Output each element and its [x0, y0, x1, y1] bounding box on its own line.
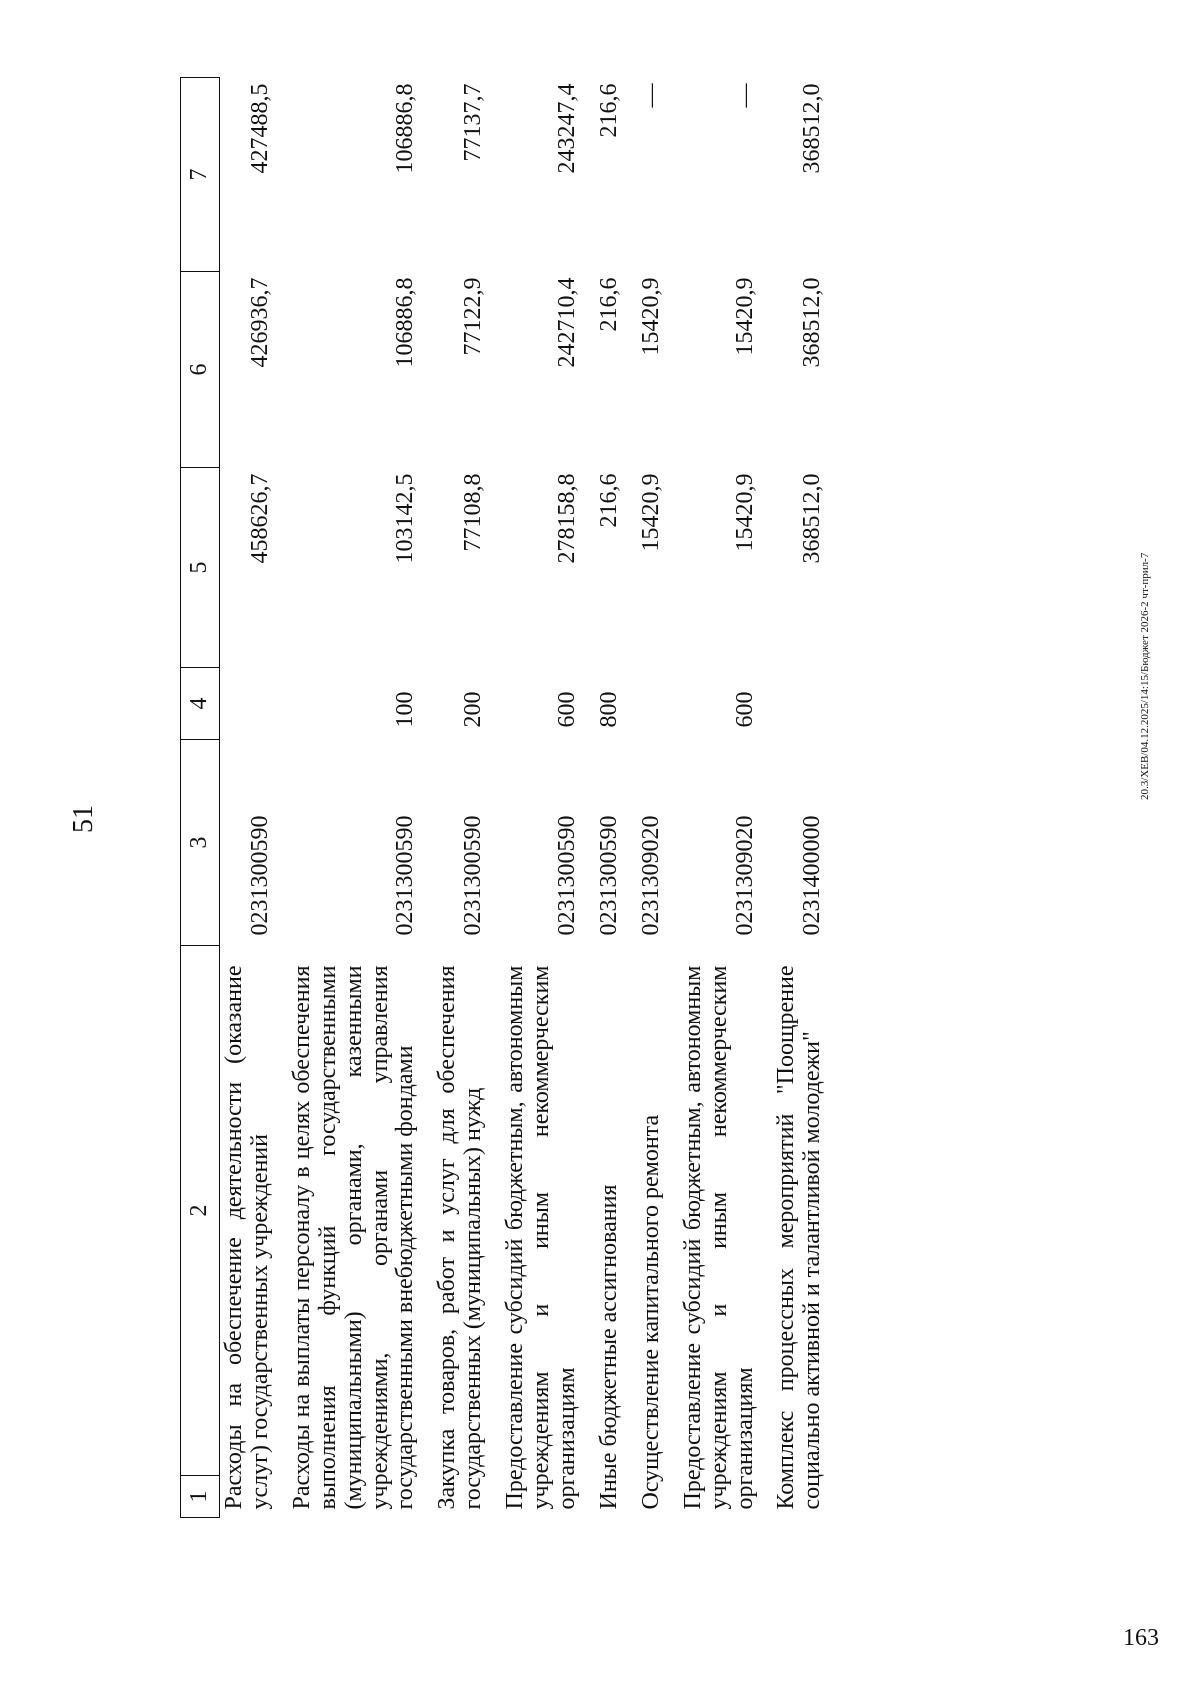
table-row: [669, 78, 763, 1518]
row-expense-type: 600: [553, 691, 580, 728]
row-target-code: 0231300590: [246, 815, 273, 936]
row-description: Осуществление капитального ремонта: [637, 1114, 664, 1510]
header-col-6: 6: [181, 272, 220, 468]
table-header-row: [181, 78, 220, 1518]
row-amount-col5: 103142,5: [392, 473, 419, 564]
row-expense-type: 600: [731, 691, 758, 728]
row-description: Расходы на обеспечение деятельности (оказание услуг) государственных учреждений: [221, 965, 273, 1510]
row-description: Предоставление субсидий бюджетным, автономным учреждениям и иным некоммерческим организациям: [679, 965, 758, 1510]
row-amount-col7: —: [731, 83, 758, 108]
row-amount-col7: 368512,0: [799, 83, 826, 174]
row-description: Расходы на выплаты персоналу в целях обеспечения выполнения функций государственными (муниципальными) органами, казенными учреждениями, органами управления государственными внебюджетными фондами: [288, 965, 419, 1510]
row-amount-col7: 427488,5: [246, 83, 273, 174]
row-description: Закупка товаров, работ и услуг для обеспечения государственных (муниципальных) нужд: [434, 965, 487, 1510]
page-number-bottom: 163: [1123, 1625, 1159, 1651]
row-expense-type: [762, 668, 836, 740]
header-col-3: 3: [181, 740, 220, 946]
document-footer-note: 20.3/ХЕВ/04.12.2025/14:15/Бюджет 2026-2 чт-прил-7: [1139, 552, 1151, 800]
row-amount-col6: 216,6: [595, 277, 622, 332]
row-amount-col7: 216,6: [595, 83, 622, 138]
row-amount-col7: 77137,7: [460, 83, 487, 162]
row-amount-col5: 15420,9: [731, 473, 758, 552]
table-row: [762, 78, 836, 1518]
row-target-code: 0231300590: [553, 815, 580, 936]
row-amount-col7: 243247,4: [553, 83, 580, 174]
row-amount-col5: 368512,0: [799, 473, 826, 564]
row-target-code: 0231309020: [637, 815, 664, 936]
row-amount-col7: 106886,8: [392, 83, 419, 174]
row-amount-col6: 15420,9: [637, 277, 664, 356]
row-expense-type: 100: [392, 691, 419, 728]
row-description: Комплекс процессных мероприятий "Поощрение социально активной и талантливой молодежи": [773, 965, 826, 1510]
row-amount-col5: 278158,8: [553, 473, 580, 564]
row-expense-type: [220, 668, 278, 740]
budget-table: [180, 77, 836, 1518]
table-row: [627, 78, 669, 1518]
header-col-1: 1: [181, 1476, 220, 1518]
row-amount-col5: 15420,9: [637, 473, 664, 552]
budget-table-container: [180, 78, 1060, 1518]
header-col-5: 5: [181, 468, 220, 668]
row-amount-col6: 106886,8: [392, 277, 419, 368]
table-row: [585, 78, 627, 1518]
row-amount-col6: 242710,4: [553, 277, 580, 368]
row-target-code: 0231309020: [731, 815, 758, 936]
table-row: [491, 78, 585, 1518]
header-col-4: 4: [181, 668, 220, 740]
row-amount-col6: 426936,7: [246, 277, 273, 368]
row-expense-type: 800: [595, 691, 622, 728]
row-amount-col6: 368512,0: [799, 277, 826, 368]
page-number-top: 51: [68, 805, 99, 833]
table-row: [423, 78, 491, 1518]
row-amount-col6: 77122,9: [460, 277, 487, 356]
table-row: [278, 78, 424, 1518]
row-target-code: 0231300590: [460, 815, 487, 936]
row-target-code: 0231300590: [595, 815, 622, 936]
table-row: [220, 78, 278, 1518]
row-amount-col5: 458626,7: [246, 473, 273, 564]
row-amount-col5: 77108,8: [460, 473, 487, 552]
row-description: Предоставление субсидий бюджетным, автономным учреждениям и иным некоммерческим организациям: [502, 965, 580, 1510]
row-target-code: 0231400000: [799, 815, 826, 936]
row-expense-type: [627, 668, 669, 740]
row-amount-col7: —: [637, 83, 664, 108]
row-amount-col6: 15420,9: [731, 277, 758, 356]
header-col-2: 2: [181, 946, 220, 1476]
header-col-7: 7: [181, 78, 220, 272]
row-amount-col5: 216,6: [595, 473, 622, 528]
row-expense-type: 200: [460, 691, 487, 728]
row-target-code: 0231300590: [392, 815, 419, 936]
row-description: Иные бюджетные ассигнования: [595, 1184, 622, 1510]
